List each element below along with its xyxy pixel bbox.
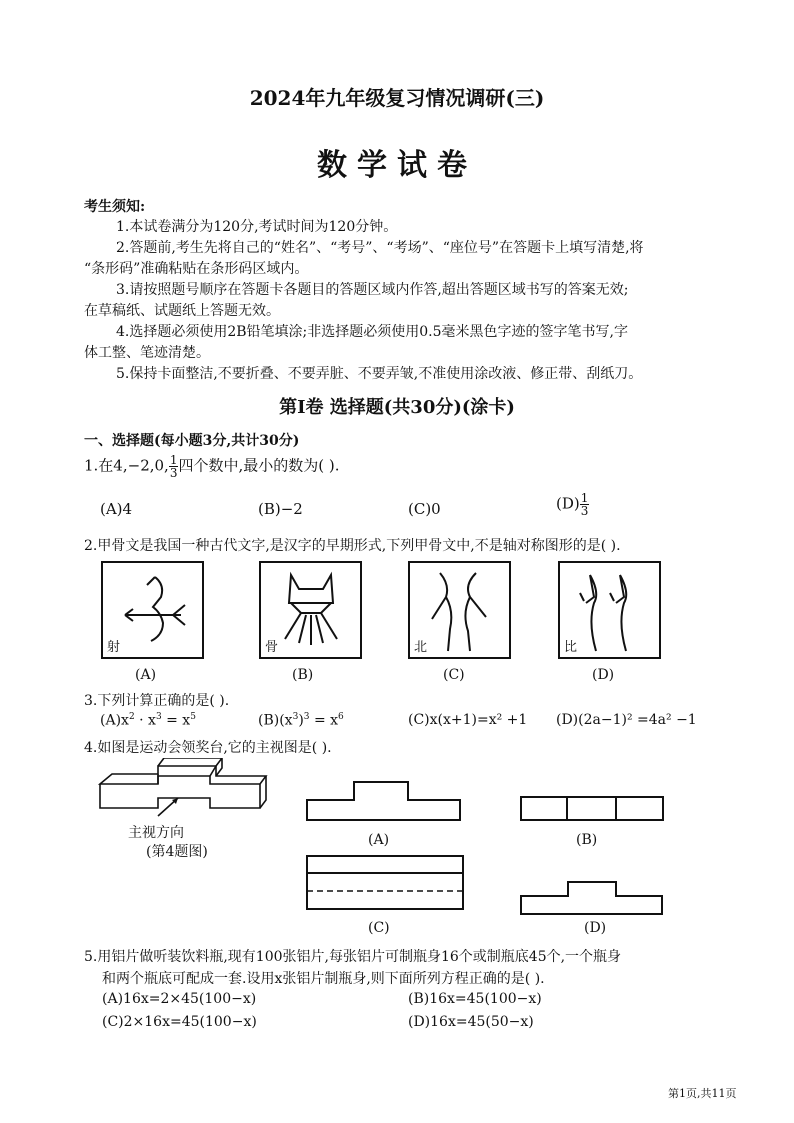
q3-option-c: (C)x(x+1)=x² +1	[408, 712, 528, 728]
q5-option-c: (C)2×16x=45(100−x)	[102, 1014, 257, 1030]
q4-label-d: (D)	[584, 920, 607, 936]
notice-item: 在草稿纸、试题纸上答题无效。	[84, 303, 280, 319]
exam-subtitle: 数学试卷	[317, 148, 477, 183]
q4-label-c: (C)	[368, 920, 390, 936]
q2-label-d: (D)	[592, 667, 615, 683]
q1-option-b: (B)−2	[258, 500, 303, 518]
question-2: 2.甲骨文是我国一种古代文字,是汉字的早期形式,下列甲骨文中,不是轴对称图形的是( ).	[84, 538, 621, 554]
part-heading: 一、选择题(每小题3分,共计30分)	[84, 433, 300, 449]
q2-label-a: (A)	[135, 667, 157, 683]
exam-title: 2024年九年级复习情况调研(三)	[249, 86, 545, 110]
notice-item: 体工整、笔迹清楚。	[84, 345, 210, 361]
notice-heading: 考生须知:	[84, 199, 146, 215]
fraction: $\frac{1}{3}$	[580, 491, 589, 518]
q1-stem-prefix: 1.在4,−2,0,	[84, 456, 169, 475]
question-5-line2: 和两个瓶底可配成一套.设用x张铝片制瓶身,则下面所列方程正确的是( ).	[102, 971, 545, 987]
figure-caption: (第4题图)	[146, 844, 208, 860]
q3-option-d: (D)(2a−1)² =4a² −1	[556, 712, 697, 728]
q5-option-b: (B)16x=45(100−x)	[408, 991, 542, 1007]
q3-option-b: $(B)(x^3)^3 = x^6$	[258, 712, 344, 729]
q4-label-b: (B)	[576, 832, 598, 848]
notice-item: 3.请按照题号顺序在答题卡各题目的答题区域内作答,超出答题区域书写的答案无效;	[116, 282, 629, 298]
question-4: 4.如图是运动会领奖台,它的主视图是( ).	[84, 740, 332, 756]
oracle-char-label: 射	[107, 640, 121, 655]
oracle-figure-a	[101, 561, 204, 659]
notice-item: 5.保持卡面整洁,不要折叠、不要弄脏、不要弄皱,不准使用涂改液、修正带、刮纸刀。	[116, 366, 643, 382]
question-5-line1: 5.用铝片做听装饮料瓶,现有100张铝片,每张铝片可制瓶身16个或制瓶底45个,一个瓶身	[84, 949, 622, 965]
q5-option-d: (D)16x=45(50−x)	[408, 1014, 534, 1030]
section-title: 第Ⅰ卷 选择题(共30分)(涂卡)	[279, 397, 515, 418]
notice-item: 2.答题前,考生先将自己的“姓名”、“考号”、“考场”、“座位号”在答题卡上填写清楚,将	[116, 240, 644, 256]
q1-option-a: (A)4	[100, 500, 133, 518]
q2-label-b: (B)	[292, 667, 314, 683]
oracle-figure-b	[259, 561, 362, 659]
view-option-a-figure	[306, 778, 462, 822]
question-3: 3.下列计算正确的是( ).	[84, 693, 230, 709]
q5-option-a: (A)16x=2×45(100−x)	[102, 991, 257, 1007]
oracle-figure-d	[558, 561, 661, 659]
view-option-c-figure	[306, 855, 464, 911]
q1-option-c: (C)0	[408, 500, 441, 518]
fraction: $\frac{1}{3}$	[169, 453, 178, 480]
podium-3d-figure	[98, 758, 278, 820]
oracle-char-label: 北	[414, 640, 428, 655]
q1-option-d: (D) $\frac{1}{3}$	[556, 491, 589, 518]
notice-item: “条形码”准确粘贴在条形码区域内。	[84, 261, 309, 277]
notice-item: 4.选择题必须使用2B铅笔填涂;非选择题必须使用0.5毫米黑色字迹的签字笔书写,字	[116, 324, 628, 340]
oracle-char-label: 比	[564, 640, 578, 655]
q4-label-a: (A)	[368, 832, 390, 848]
question-1	[84, 454, 339, 479]
page-number: 第1页,共11页	[668, 1087, 737, 1100]
q3-option-a: $(A)x^2 \cdot x^3 = x^5$	[100, 712, 196, 729]
view-option-d-figure	[520, 880, 664, 916]
oracle-char-label: 骨	[265, 640, 279, 655]
q1-stem-suffix: 四个数中,最小的数为( ).	[178, 456, 340, 475]
notice-item: 1.本试卷满分为120分,考试时间为120分钟。	[116, 219, 398, 235]
oracle-figure-c	[408, 561, 511, 659]
view-direction-label: 主视方向	[128, 825, 184, 841]
q2-label-c: (C)	[443, 667, 465, 683]
view-option-b-figure	[520, 796, 664, 822]
